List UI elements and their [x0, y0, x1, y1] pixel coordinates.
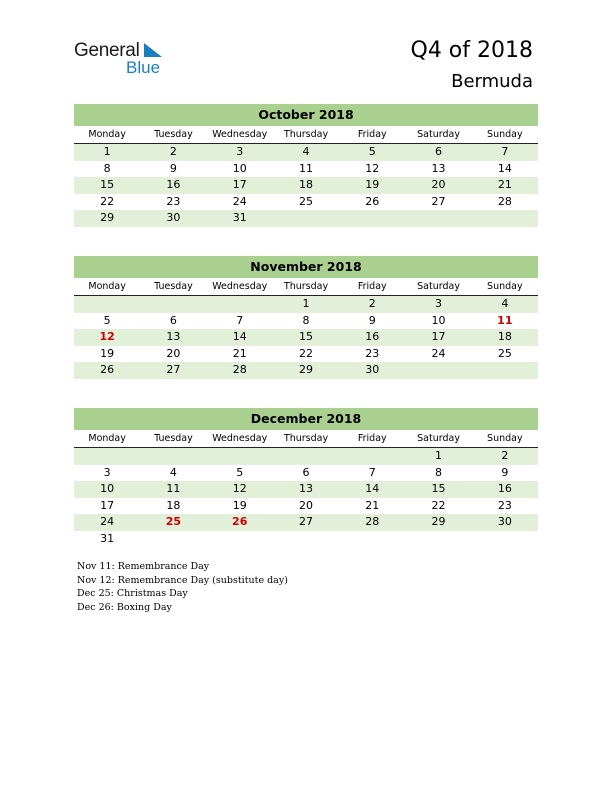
day-cell: 13	[431, 161, 446, 175]
day-cell: 16	[497, 482, 512, 495]
day-cell: 14	[365, 482, 380, 495]
day-cell: 28	[232, 363, 247, 376]
empty-day-cell	[472, 210, 538, 227]
day-cell: 25	[298, 194, 313, 208]
week-row	[74, 346, 538, 363]
day-cell: 11	[166, 482, 181, 495]
day-cell: 27	[166, 363, 181, 376]
week-row	[74, 194, 538, 211]
weekday-header-row	[74, 430, 538, 448]
weekday-label: Monday	[88, 433, 126, 444]
day-cell: 23	[497, 498, 512, 512]
day-cell: 30	[365, 363, 380, 376]
day-cell: 1	[435, 449, 443, 462]
day-cell: 27	[431, 194, 446, 208]
day-cell: 20	[166, 346, 181, 360]
weekday-label: Tuesday	[154, 281, 193, 292]
logo-text-general: General	[74, 40, 140, 61]
day-cell: 2	[501, 449, 509, 462]
logo-text-blue: Blue	[126, 58, 161, 77]
week-row	[74, 210, 538, 227]
empty-day-cell	[140, 448, 206, 465]
weekday-label: Saturday	[417, 433, 460, 444]
holiday-note: Nov 12: Remembrance Day (substitute day)	[77, 574, 288, 586]
day-cell: 18	[497, 330, 512, 343]
empty-day-cell	[339, 531, 405, 548]
day-cell: 14	[232, 330, 247, 343]
weekday-label: Monday	[88, 129, 126, 140]
day-cell: 15	[298, 330, 313, 343]
day-cell: 15	[100, 178, 115, 191]
weekday-label: Thursday	[283, 433, 329, 444]
day-cell: 5	[368, 145, 376, 158]
day-cell: 4	[169, 465, 177, 479]
empty-day-cell	[74, 448, 140, 465]
month-october	[74, 104, 538, 227]
day-cell: 3	[236, 145, 244, 158]
day-cell: 24	[232, 194, 247, 208]
day-cell: 8	[435, 465, 443, 479]
day-cell: 6	[435, 145, 443, 158]
day-cell: 13	[166, 330, 181, 343]
week-row	[74, 329, 538, 346]
empty-day-cell	[339, 210, 405, 227]
day-cell: 2	[368, 297, 376, 310]
day-cell: 10	[431, 313, 446, 327]
day-cell: 24	[100, 515, 115, 528]
empty-day-cell	[339, 448, 405, 465]
day-cell: 9	[501, 465, 509, 479]
day-cell: 17	[431, 330, 446, 343]
day-cell: 31	[100, 531, 115, 545]
weekday-label: Saturday	[417, 129, 460, 140]
day-cell: 25	[497, 346, 512, 360]
day-cell: 9	[368, 313, 376, 327]
month-header: October 2018	[74, 104, 538, 126]
day-cell: 19	[100, 346, 115, 360]
day-cell: 12	[232, 482, 247, 495]
day-cell: 27	[298, 515, 313, 528]
day-cell: 23	[166, 194, 181, 208]
empty-day-cell	[207, 296, 273, 313]
day-cell: 1	[103, 145, 111, 158]
weekday-label: Wednesday	[212, 281, 268, 292]
day-cell: 13	[298, 482, 313, 495]
page-title: Q4 of 2018	[410, 38, 533, 63]
day-cell: 9	[169, 161, 177, 175]
week-row	[74, 531, 538, 548]
day-cell: 6	[169, 313, 177, 327]
empty-day-cell	[207, 448, 273, 465]
holiday-notes	[77, 560, 288, 614]
day-cell: 23	[365, 346, 380, 360]
weekday-label: Wednesday	[212, 129, 268, 140]
weekday-label: Sunday	[487, 433, 523, 444]
holiday-note: Nov 11: Remembrance Day	[77, 561, 210, 572]
day-cell: 31	[232, 211, 247, 224]
day-cell: 17	[100, 498, 115, 512]
day-cell: 21	[497, 178, 512, 191]
weekday-label: Tuesday	[154, 433, 193, 444]
weekday-label: Thursday	[283, 129, 329, 140]
day-cell: 7	[368, 465, 376, 479]
day-cell: 7	[236, 313, 244, 327]
day-cell: 26	[232, 515, 248, 528]
week-row	[74, 296, 538, 313]
day-cell: 5	[103, 313, 111, 327]
empty-day-cell	[405, 362, 471, 379]
weekday-label: Friday	[357, 433, 387, 444]
day-cell: 21	[232, 346, 247, 360]
empty-day-cell	[273, 210, 339, 227]
month-november	[74, 256, 538, 379]
day-cell: 29	[100, 211, 115, 224]
day-cell: 26	[100, 363, 115, 376]
day-cell: 19	[365, 178, 380, 191]
day-cell: 4	[501, 297, 509, 310]
empty-day-cell	[405, 531, 471, 548]
weekday-label: Sunday	[487, 281, 523, 292]
day-cell: 8	[103, 161, 111, 175]
weekday-header-row	[74, 278, 538, 296]
day-cell: 8	[302, 313, 310, 327]
day-cell: 3	[103, 465, 111, 479]
day-cell: 7	[501, 145, 509, 158]
day-cell: 26	[365, 194, 380, 208]
week-row	[74, 481, 538, 498]
day-cell: 28	[497, 194, 512, 208]
day-cell: 20	[431, 178, 446, 191]
day-cell: 22	[100, 194, 115, 208]
day-cell: 24	[431, 346, 446, 360]
empty-day-cell	[74, 296, 140, 313]
weekday-header-row	[74, 126, 538, 144]
weekday-label: Sunday	[487, 129, 523, 140]
day-cell: 29	[431, 515, 446, 528]
holiday-note: Dec 25: Christmas Day	[77, 588, 188, 599]
day-cell: 10	[232, 161, 247, 175]
empty-day-cell	[273, 531, 339, 548]
week-row	[74, 465, 538, 482]
day-cell: 20	[298, 498, 313, 512]
empty-day-cell	[140, 296, 206, 313]
day-cell: 18	[166, 498, 181, 512]
day-cell: 5	[236, 465, 244, 479]
holiday-note: Dec 26: Boxing Day	[77, 601, 172, 613]
logo	[74, 40, 174, 80]
day-cell: 14	[497, 161, 512, 175]
day-cell: 25	[165, 515, 182, 528]
weekday-label: Monday	[88, 281, 126, 292]
empty-day-cell	[472, 531, 538, 548]
empty-day-cell	[140, 531, 206, 548]
day-cell: 29	[298, 363, 313, 376]
day-cell: 4	[302, 145, 310, 158]
day-cell: 22	[298, 346, 313, 360]
empty-day-cell	[472, 362, 538, 379]
week-row	[74, 177, 538, 194]
empty-day-cell	[207, 531, 273, 548]
day-cell: 17	[232, 178, 247, 191]
day-cell: 3	[435, 297, 443, 310]
day-cell: 16	[166, 178, 181, 191]
week-row	[74, 161, 538, 178]
week-row	[74, 448, 538, 465]
weekday-label: Wednesday	[212, 433, 268, 444]
day-cell: 1	[302, 297, 310, 310]
day-cell: 10	[100, 482, 115, 495]
month-header: November 2018	[74, 256, 538, 278]
day-cell: 15	[431, 482, 446, 495]
weekday-label: Saturday	[417, 281, 460, 292]
week-row	[74, 362, 538, 379]
day-cell: 22	[431, 498, 446, 512]
day-cell: 21	[365, 498, 380, 512]
week-row	[74, 514, 538, 531]
country-name: Bermuda	[451, 71, 533, 92]
day-cell: 30	[497, 515, 512, 528]
day-cell: 11	[497, 313, 513, 327]
empty-day-cell	[273, 448, 339, 465]
month-december	[74, 408, 538, 547]
weekday-label: Tuesday	[154, 129, 193, 140]
day-cell: 2	[169, 145, 177, 158]
day-cell: 12	[99, 330, 115, 343]
week-row	[74, 144, 538, 161]
day-cell: 28	[365, 515, 380, 528]
day-cell: 12	[365, 161, 380, 175]
weekday-label: Friday	[357, 281, 387, 292]
day-cell: 16	[365, 330, 380, 343]
week-row	[74, 498, 538, 515]
weekday-label: Friday	[357, 129, 387, 140]
day-cell: 18	[298, 178, 313, 191]
empty-day-cell	[405, 210, 471, 227]
day-cell: 6	[302, 465, 310, 479]
day-cell: 11	[298, 161, 313, 175]
week-row	[74, 313, 538, 330]
day-cell: 19	[232, 498, 247, 512]
weekday-label: Thursday	[283, 281, 329, 292]
day-cell: 30	[166, 211, 181, 224]
month-header: December 2018	[74, 408, 538, 430]
